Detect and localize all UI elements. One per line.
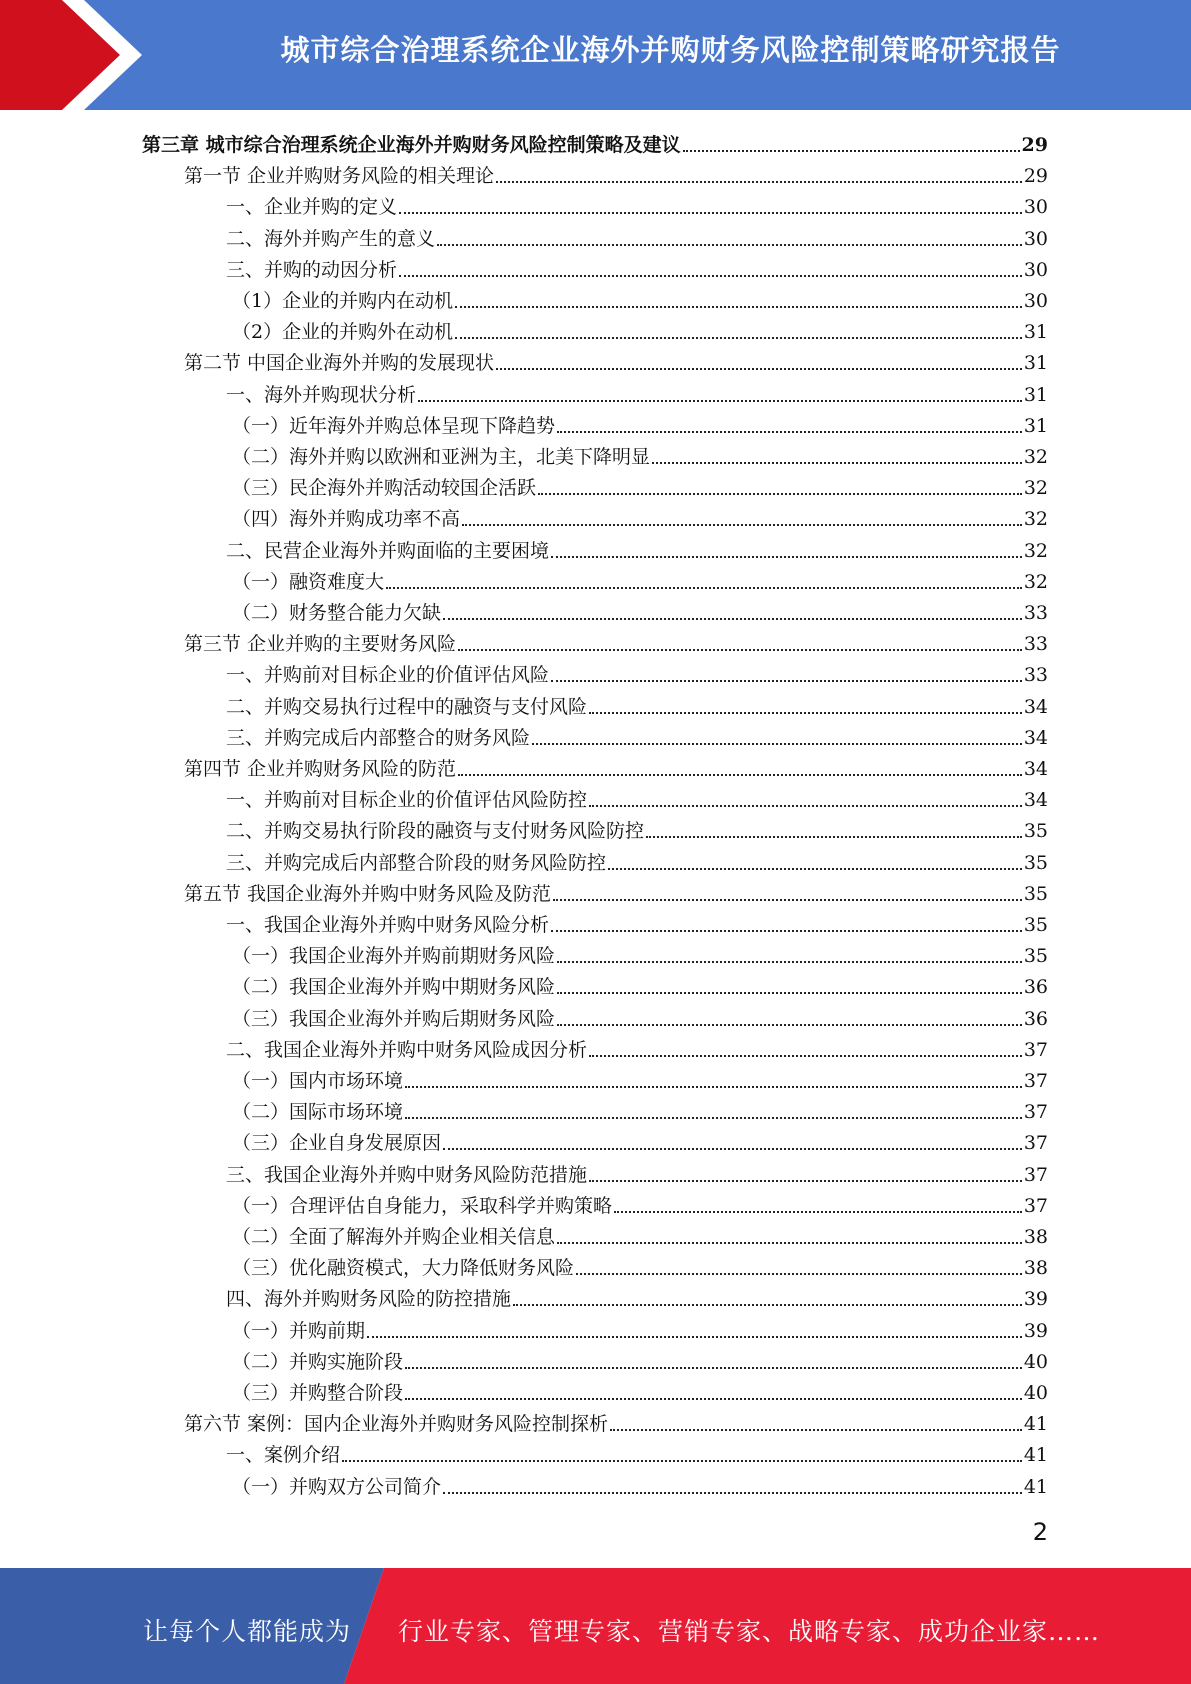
toc-dot-leader: [496, 367, 1022, 370]
toc-dot-leader: [443, 1491, 1022, 1494]
toc-entry-page: 33: [1023, 633, 1048, 655]
toc-entry-title: （二）全面了解海外并购企业相关信息: [232, 1226, 556, 1248]
toc-entry[interactable]: [226, 719, 1048, 750]
toc-entry[interactable]: [232, 469, 1048, 500]
document-title: 城市综合治理系统企业海外并购财务风险控制策略研究报告: [280, 33, 1061, 67]
toc-entry-page: 34: [1023, 758, 1048, 780]
toc-entry-title: （一）融资难度大: [232, 571, 385, 593]
toc-entry-page: 30: [1023, 290, 1048, 312]
toc-entry[interactable]: [226, 781, 1048, 812]
toc-entry-title: 一、并购前对目标企业的价值评估风险: [226, 664, 550, 686]
toc-entry-title: （二）财务整合能力欠缺: [232, 602, 442, 624]
toc-entry-title: （三）优化融资模式，大力降低财务风险: [232, 1257, 575, 1279]
toc-entry[interactable]: [184, 750, 1048, 781]
toc-entry[interactable]: [232, 594, 1048, 625]
toc-entry-page: 38: [1023, 1257, 1048, 1279]
toc-entry[interactable]: [232, 563, 1048, 594]
toc-entry-page: 30: [1023, 259, 1048, 281]
toc-entry-title: （三）我国企业海外并购后期财务风险: [232, 1008, 556, 1030]
toc-entry-title: （二）我国企业海外并购中期财务风险: [232, 976, 556, 998]
toc-entry-page: 34: [1023, 727, 1048, 749]
toc-entry[interactable]: [184, 157, 1048, 188]
toc-entry[interactable]: [232, 1062, 1048, 1093]
toc-entry-page: 39: [1023, 1288, 1048, 1310]
toc-dot-leader: [551, 555, 1022, 558]
toc-entry-page: 32: [1023, 540, 1048, 562]
toc-entry[interactable]: [232, 282, 1048, 313]
toc-entry-title: 一、并购前对目标企业的价值评估风险防控: [226, 789, 588, 811]
toc-entry-page: 35: [1023, 883, 1048, 905]
toc-entry-page: 41: [1023, 1476, 1048, 1498]
toc-entry-title: （一）并购双方公司简介: [232, 1476, 442, 1498]
toc-entry-page: 37: [1023, 1164, 1048, 1186]
toc-dot-leader: [610, 1428, 1022, 1431]
toc-entry-title: 四、海外并购财务风险的防控措施: [226, 1288, 512, 1310]
toc-entry-page: 36: [1023, 1008, 1048, 1030]
toc-entry-page: 37: [1023, 1132, 1048, 1154]
toc-entry[interactable]: [226, 251, 1048, 282]
toc-entry-page: 35: [1023, 852, 1048, 874]
toc-entry-page: 40: [1023, 1382, 1048, 1404]
toc-entry[interactable]: [226, 688, 1048, 719]
toc-dot-leader: [513, 1303, 1022, 1306]
toc-dot-leader: [367, 1335, 1022, 1338]
toc-entry[interactable]: [226, 1280, 1048, 1311]
toc-entry-title: （三）并购整合阶段: [232, 1382, 404, 1404]
toc-entry-page: 29: [1023, 165, 1048, 187]
toc-entry-title: 一、海外并购现状分析: [226, 384, 417, 406]
toc-entry-page: 32: [1023, 508, 1048, 530]
toc-dot-leader: [405, 1116, 1022, 1119]
toc-dot-leader: [557, 430, 1022, 433]
toc-entry-page: 30: [1023, 196, 1048, 218]
toc-entry-title: 一、我国企业海外并购中财务风险分析: [226, 914, 550, 936]
toc-dot-leader: [557, 1241, 1022, 1244]
toc-dot-leader: [614, 1210, 1022, 1213]
toc-dot-leader: [538, 492, 1022, 495]
toc-dot-leader: [652, 461, 1022, 464]
toc-dot-leader: [399, 274, 1022, 277]
toc-entry-page: 34: [1023, 696, 1048, 718]
toc-entry[interactable]: [232, 1312, 1048, 1343]
toc-dot-leader: [342, 1459, 1022, 1462]
toc-dot-leader: [551, 679, 1022, 682]
toc-entry[interactable]: [232, 1218, 1048, 1249]
toc-entry-page: 38: [1023, 1226, 1048, 1248]
toc-entry-page: 33: [1023, 602, 1048, 624]
toc-entry[interactable]: [226, 812, 1048, 843]
toc-entry[interactable]: [184, 1405, 1048, 1436]
toc-entry[interactable]: [232, 438, 1048, 469]
toc-entry[interactable]: [226, 1436, 1048, 1467]
toc-dot-leader: [576, 1272, 1022, 1275]
toc-entry-page: 39: [1023, 1320, 1048, 1342]
toc-dot-leader: [589, 1054, 1022, 1057]
toc-entry-page: 30: [1023, 228, 1048, 250]
toc-entry-title: （一）近年海外并购总体呈现下降趋势: [232, 415, 556, 437]
toc-dot-leader: [458, 648, 1022, 651]
toc-entry-title: 一、案例介绍: [226, 1444, 341, 1466]
toc-entry[interactable]: [232, 1000, 1048, 1031]
toc-entry-page: 31: [1023, 415, 1048, 437]
toc-entry-page: 35: [1023, 945, 1048, 967]
toc-entry[interactable]: [184, 625, 1048, 656]
toc-entry-title: （一）并购前期: [232, 1320, 366, 1342]
toc-entry-page: 31: [1023, 384, 1048, 406]
toc-entry[interactable]: [232, 1343, 1048, 1374]
toc-chapter-entry[interactable]: [142, 126, 1048, 157]
toc-entry[interactable]: [232, 937, 1048, 968]
toc-entry-page: 41: [1023, 1413, 1048, 1435]
toc-entry-page: 33: [1023, 664, 1048, 686]
footer-expert-list: 行业专家、管理专家、营销专家、战略专家、成功企业家……: [398, 1617, 1101, 1646]
toc-entry[interactable]: [232, 313, 1048, 344]
toc-entry-title: （二）海外并购以欧洲和亚洲为主，北美下降明显: [232, 446, 651, 468]
toc-dot-leader: [399, 211, 1022, 214]
toc-dot-leader: [455, 336, 1022, 339]
toc-dot-leader: [437, 243, 1022, 246]
toc-entry-title: 二、我国企业海外并购中财务风险成因分析: [226, 1039, 588, 1061]
toc-entry-page: 35: [1023, 820, 1048, 842]
toc-entry-page: 32: [1023, 571, 1048, 593]
toc-dot-leader: [557, 960, 1022, 963]
toc-dot-leader: [551, 929, 1022, 932]
page-header: [0, 0, 1191, 110]
toc-entry-title: 第五节 我国企业海外并购中财务风险及防范: [184, 883, 552, 905]
toc-entry-page: 41: [1023, 1444, 1048, 1466]
toc-entry[interactable]: [226, 220, 1048, 251]
toc-entry-title: 一、企业并购的定义: [226, 196, 398, 218]
toc-entry[interactable]: [232, 1249, 1048, 1280]
toc-entry-title: 第三节 企业并购的主要财务风险: [184, 633, 457, 655]
toc-entry-page: 31: [1023, 321, 1048, 343]
toc-entry[interactable]: [226, 532, 1048, 563]
toc-dot-leader: [553, 898, 1022, 901]
toc-entry[interactable]: [232, 1187, 1048, 1218]
toc-dot-leader: [646, 835, 1022, 838]
toc-dot-leader: [589, 711, 1022, 714]
toc-dot-leader: [589, 804, 1022, 807]
toc-dot-leader: [405, 1085, 1022, 1088]
toc-entry[interactable]: [226, 656, 1048, 687]
toc-entry[interactable]: [232, 968, 1048, 999]
toc-entry-title: （二）并购实施阶段: [232, 1351, 404, 1373]
toc-entry-title: 第六节 案例：国内企业海外并购财务风险控制探析: [184, 1413, 609, 1435]
toc-dot-leader: [557, 1023, 1022, 1026]
toc-entry-title: （2）企业的并购外在动机: [232, 321, 454, 343]
toc-entry-title: （一）国内市场环境: [232, 1070, 404, 1092]
toc-entry-page: 34: [1023, 789, 1048, 811]
toc-entry[interactable]: [184, 344, 1048, 375]
toc-dot-leader: [589, 1179, 1022, 1182]
toc-entry-title: （一）我国企业海外并购前期财务风险: [232, 945, 556, 967]
toc-entry-page: 36: [1023, 976, 1048, 998]
toc-dot-leader: [496, 180, 1022, 183]
toc-entry[interactable]: [232, 407, 1048, 438]
toc-dot-leader: [608, 867, 1022, 870]
toc-dot-leader: [386, 586, 1022, 589]
toc-entry[interactable]: [226, 376, 1048, 407]
toc-entry-title: 三、并购完成后内部整合的财务风险: [226, 727, 531, 749]
toc-entry-page: 29: [1021, 134, 1048, 156]
toc-entry-page: 35: [1023, 914, 1048, 936]
toc-dot-leader: [405, 1397, 1022, 1400]
toc-entry[interactable]: [226, 844, 1048, 875]
toc-dot-leader: [455, 305, 1022, 308]
toc-entry-title: 第三章 城市综合治理系统企业海外并购财务风险控制策略及建议: [142, 134, 681, 156]
toc-entry[interactable]: [232, 1468, 1048, 1499]
toc-entry[interactable]: [226, 1031, 1048, 1062]
toc-entry-title: （三）企业自身发展原因: [232, 1132, 442, 1154]
toc-dot-leader: [458, 773, 1022, 776]
toc-entry[interactable]: [232, 1374, 1048, 1405]
toc-entry-page: 40: [1023, 1351, 1048, 1373]
toc-entry[interactable]: [226, 188, 1048, 219]
toc-entry-title: 二、民营企业海外并购面临的主要困境: [226, 540, 550, 562]
toc-entry[interactable]: [226, 906, 1048, 937]
toc-dot-leader: [557, 991, 1022, 994]
toc-entry[interactable]: [226, 1156, 1048, 1187]
toc-entry-title: （1）企业的并购内在动机: [232, 290, 454, 312]
toc-entry-page: 37: [1023, 1101, 1048, 1123]
toc-dot-leader: [418, 399, 1022, 402]
toc-entry[interactable]: [184, 875, 1048, 906]
toc-entry-title: （四）海外并购成功率不高: [232, 508, 461, 530]
toc-entry-title: 二、海外并购产生的意义: [226, 228, 436, 250]
page-number: 2: [1032, 1518, 1048, 1546]
footer-slogan: 让每个人都能成为: [143, 1617, 352, 1646]
toc-entry-title: 二、并购交易执行过程中的融资与支付风险: [226, 696, 588, 718]
toc-entry-page: 37: [1023, 1039, 1048, 1061]
toc-entry-title: （三）民企海外并购活动较国企活跃: [232, 477, 537, 499]
toc-entry-page: 37: [1023, 1195, 1048, 1217]
toc-entry[interactable]: [232, 1124, 1048, 1155]
toc-entry-title: 第一节 企业并购财务风险的相关理论: [184, 165, 495, 187]
toc-dot-leader: [443, 1147, 1022, 1150]
toc-dot-leader: [443, 617, 1022, 620]
toc-entry-page: 37: [1023, 1070, 1048, 1092]
toc-entry-page: 32: [1023, 477, 1048, 499]
toc-entry-title: 三、并购的动因分析: [226, 259, 398, 281]
toc-entry[interactable]: [232, 500, 1048, 531]
toc-entry-page: 31: [1023, 352, 1048, 374]
toc-entry-page: 32: [1023, 446, 1048, 468]
page-footer: [0, 1568, 1191, 1684]
toc-entry-title: 第四节 企业并购财务风险的防范: [184, 758, 457, 780]
toc-dot-leader: [532, 742, 1022, 745]
toc-entry[interactable]: [232, 1093, 1048, 1124]
toc-entry-title: 三、我国企业海外并购中财务风险防范措施: [226, 1164, 588, 1186]
toc-dot-leader: [405, 1366, 1022, 1369]
toc-dot-leader: [683, 149, 1020, 152]
toc-entry-title: 二、并购交易执行阶段的融资与支付财务风险防控: [226, 820, 645, 842]
toc-entry-title: 三、并购完成后内部整合阶段的财务风险防控: [226, 852, 607, 874]
toc-entry-title: 第二节 中国企业海外并购的发展现状: [184, 352, 495, 374]
toc-dot-leader: [462, 523, 1022, 526]
toc-entry-title: （二）国际市场环境: [232, 1101, 404, 1123]
toc-entry-title: （一）合理评估自身能力，采取科学并购策略: [232, 1195, 613, 1217]
